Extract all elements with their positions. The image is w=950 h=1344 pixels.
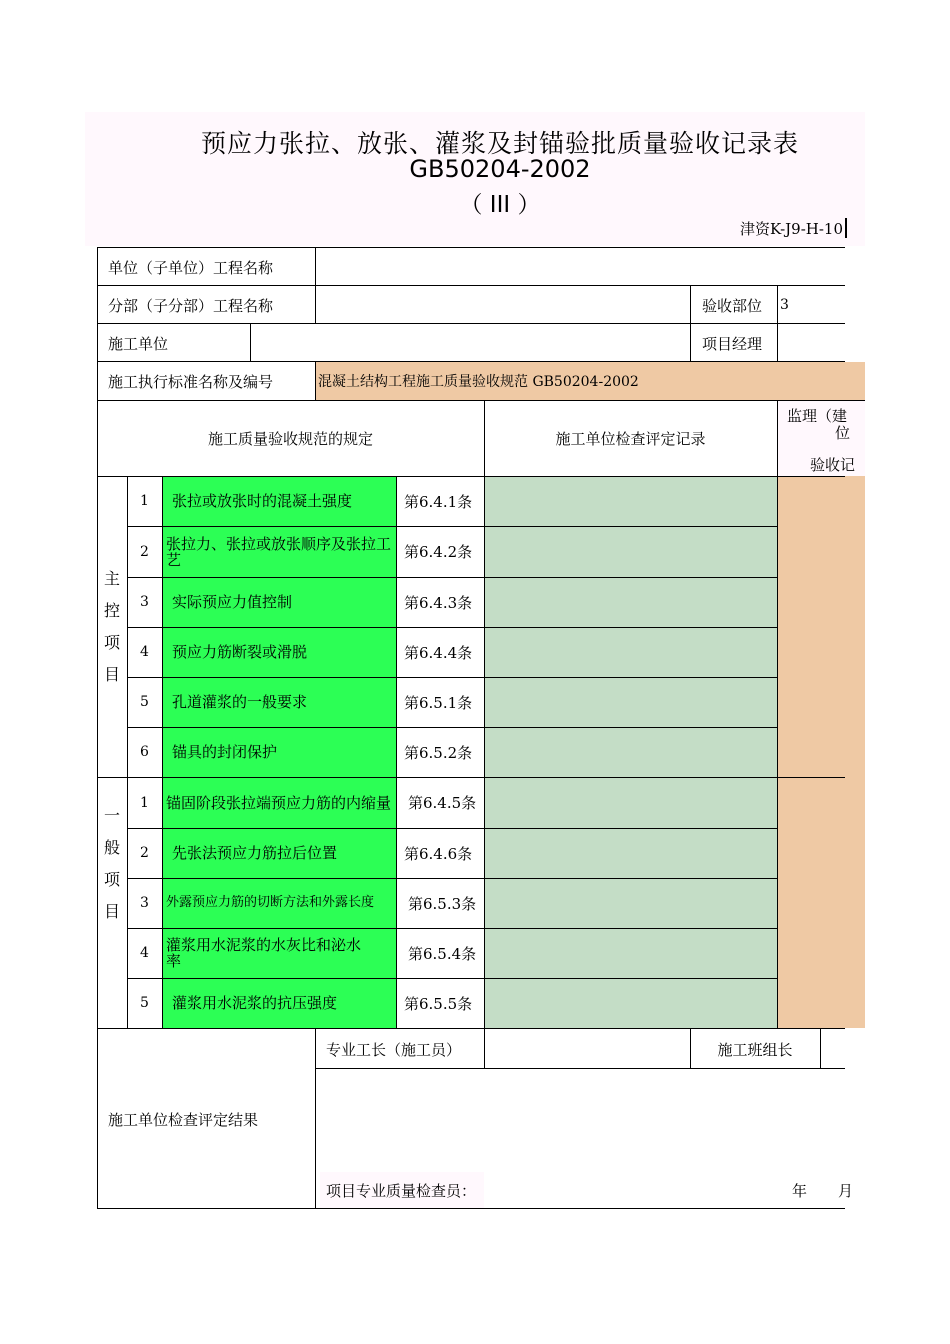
general-group-label: 一般项目 — [103, 806, 120, 921]
project-name-value[interactable] — [322, 248, 842, 286]
grid-line — [484, 400, 485, 1028]
grid-line — [162, 476, 163, 1028]
general-supervisor-cell — [777, 777, 865, 1028]
row-clause: 第6.5.3条 — [408, 894, 477, 913]
row-number: 6 — [140, 744, 149, 760]
row-record-cell[interactable] — [484, 577, 777, 627]
grid-line — [396, 476, 397, 1028]
row-record-cell[interactable] — [484, 727, 777, 777]
row-number: 2 — [140, 845, 149, 861]
result-label: 施工单位检查评定结果 — [108, 1110, 259, 1129]
row-spec: 预应力筋断裂或滑脱 — [162, 627, 396, 677]
row-clause: 第6.4.1条 — [404, 492, 473, 511]
grid-line — [127, 878, 777, 879]
grid-line — [690, 1028, 691, 1068]
row-spec: 灌浆用水泥浆的抗压强度 — [162, 978, 396, 1028]
row-clause: 第6.5.5条 — [404, 994, 473, 1013]
team-leader-label: 施工班组长 — [717, 1040, 793, 1059]
year-label: 年 — [792, 1181, 808, 1200]
row-clause: 第6.4.4条 — [404, 643, 473, 662]
grid-line — [97, 323, 845, 324]
subproject-value[interactable] — [322, 286, 682, 324]
main-supervisor-cell — [777, 476, 865, 777]
row-spec: 先张法预应力筋拉后位置 — [162, 828, 396, 878]
main-group-label: 主控项目 — [103, 569, 120, 684]
grid-line — [97, 361, 845, 362]
project-name-label: 单位（子单位）工程名称 — [108, 258, 274, 277]
foreman-label: 专业工长（施工员） — [326, 1040, 462, 1059]
grid-line — [127, 828, 777, 829]
row-clause: 第6.5.1条 — [404, 693, 473, 712]
row-clause: 第6.5.2条 — [404, 743, 473, 762]
row-record-cell[interactable] — [484, 828, 777, 878]
row-spec: 实际预应力值控制 — [162, 577, 396, 627]
grid-line — [315, 1068, 845, 1069]
supervisor-header-line3: 验收记 — [810, 456, 856, 474]
row-spec: 外露预应力筋的切断方法和外露长度 — [162, 878, 396, 928]
grid-line — [97, 1028, 845, 1029]
row-clause: 第6.4.3条 — [404, 593, 473, 612]
row-record-cell[interactable] — [484, 978, 777, 1028]
grid-line — [777, 285, 778, 362]
row-number: 5 — [140, 995, 149, 1011]
row-clause: 第6.5.4条 — [408, 944, 477, 963]
row-number: 4 — [140, 644, 149, 660]
record-column-header: 施工单位检查评定记录 — [555, 429, 706, 448]
grid-line — [127, 677, 777, 678]
row-record-cell[interactable] — [484, 777, 777, 828]
code-marker — [845, 218, 847, 238]
row-number: 5 — [140, 694, 149, 710]
row-record-cell[interactable] — [484, 928, 777, 978]
subproject-label: 分部（子分部）工程名称 — [108, 296, 274, 315]
grid-line — [97, 476, 845, 477]
row-spec: 锚固阶段张拉端预应力筋的内缩量 — [162, 777, 396, 828]
month-label: 月 — [838, 1181, 854, 1200]
spec-column-header: 施工质量验收规范的规定 — [207, 429, 373, 448]
row-number: 1 — [140, 794, 149, 811]
standard-value: 混凝土结构工程施工质量验收规范 GB50204-2002 — [318, 374, 639, 390]
grid-line — [97, 247, 98, 1209]
row-number: 3 — [140, 895, 149, 911]
row-record-cell[interactable] — [484, 677, 777, 727]
grid-line — [315, 247, 316, 323]
acceptance-part-value[interactable]: 3 — [780, 297, 789, 313]
grid-line — [315, 361, 316, 400]
grid-line — [315, 1028, 316, 1208]
row-clause: 第6.4.5条 — [408, 794, 477, 812]
grid-line — [250, 323, 251, 362]
manager-value[interactable] — [780, 324, 840, 362]
grid-line — [127, 727, 777, 728]
row-record-cell[interactable] — [484, 878, 777, 928]
row-record-cell[interactable] — [484, 476, 777, 526]
row-number: 3 — [140, 594, 149, 610]
supervisor-header-line1: 监理（建 — [787, 407, 848, 425]
contractor-label: 施工单位 — [108, 334, 169, 353]
contractor-value[interactable] — [258, 324, 678, 362]
grid-line — [97, 777, 845, 778]
grid-line — [127, 526, 777, 527]
row-spec: 灌浆用水泥浆的水灰比和泌水率 — [162, 928, 396, 978]
standard-label: 施工执行标准名称及编号 — [108, 372, 274, 391]
row-spec: 锚具的封闭保护 — [162, 727, 396, 777]
grid-line — [484, 1028, 485, 1068]
grid-line — [97, 285, 845, 286]
acceptance-part-label: 验收部位 — [702, 296, 763, 315]
form-title: 预应力张拉、放张、灌浆及封锚验批质量验收记录表 — [200, 129, 799, 158]
grid-line — [127, 577, 777, 578]
grid-line — [97, 247, 845, 248]
grid-line — [97, 400, 865, 401]
grid-line — [820, 1028, 821, 1068]
row-spec: 张拉或放张时的混凝土强度 — [162, 476, 396, 526]
grid-line — [690, 285, 691, 362]
form-standard: GB50204-2002 — [409, 155, 591, 183]
row-number: 1 — [140, 493, 149, 509]
form-code: 津资K-J9-H-10 — [739, 220, 843, 238]
row-number: 4 — [140, 945, 149, 961]
row-clause: 第6.4.2条 — [404, 543, 473, 561]
foreman-value[interactable] — [486, 1030, 688, 1068]
grid-line — [127, 627, 777, 628]
form-part: （ III ） — [459, 192, 541, 218]
manager-label: 项目经理 — [702, 334, 763, 353]
row-record-cell[interactable] — [484, 627, 777, 677]
supervisor-header-line2: 位 — [835, 424, 851, 442]
row-clause: 第6.4.6条 — [404, 844, 473, 863]
grid-line — [127, 476, 128, 1028]
inspector-label: 项目专业质量检查员： — [326, 1181, 477, 1200]
grid-line — [127, 928, 777, 929]
grid-line — [777, 400, 778, 1028]
grid-line — [127, 978, 777, 979]
row-record-cell[interactable] — [484, 526, 777, 577]
team-leader-value[interactable] — [822, 1030, 844, 1068]
row-spec: 张拉力、张拉或放张顺序及张拉工艺 — [162, 526, 396, 577]
row-spec: 孔道灌浆的一般要求 — [162, 677, 396, 727]
grid-line — [97, 1208, 845, 1209]
row-number: 2 — [140, 543, 149, 560]
